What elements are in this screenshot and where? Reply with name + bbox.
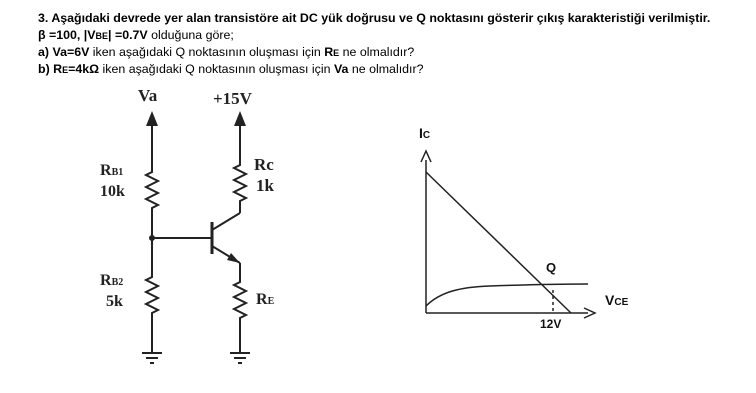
- va-label: Va: [138, 86, 158, 105]
- rb1-label: RB1: [100, 162, 124, 179]
- rb2-resistor: [146, 238, 158, 345]
- ic-axis-label: IC: [419, 125, 431, 141]
- vcc-label: +15V: [213, 89, 252, 108]
- rc-value: 1k: [256, 176, 274, 195]
- vce-axis-label: VCE: [605, 292, 629, 308]
- rb1-resistor: [146, 165, 158, 238]
- circuit-diagram: [142, 111, 250, 363]
- part-b-given: R: [53, 62, 63, 76]
- part-a-unknown: R: [324, 45, 334, 59]
- question-line-1: 3. Aşağıdaki devrede yer alan transistöre ait DC yük doğrusu ve Q noktasını gösterir çıkış karakteristiği verilmiştir.: [38, 11, 711, 25]
- rc-label: Rc: [254, 155, 274, 174]
- beta-vbe-text: β =100, |V: [38, 28, 96, 42]
- q-point-label: Q: [546, 260, 557, 275]
- ic-characteristic-curve: [426, 284, 588, 306]
- vbe-subscript: BE: [95, 31, 109, 41]
- vcc-arrow-icon: [234, 111, 246, 126]
- output-characteristic-graph: [421, 151, 595, 318]
- part-b-text-1: iken aşağıdaki Q noktasının oluşması için: [99, 62, 334, 76]
- given-rest-text: olduğuna göre;: [147, 28, 234, 42]
- ground-icon: [142, 345, 162, 363]
- part-a-given: Va=6V: [52, 45, 90, 59]
- npn-transistor: [212, 213, 240, 263]
- part-b-label: b): [38, 62, 50, 76]
- va-arrow-icon: [146, 111, 158, 126]
- ground-icon: [230, 345, 250, 363]
- part-a-text-1: iken aşağıdaki Q noktasının oluşması için: [89, 45, 325, 59]
- part-b-text-2: ne olmalıdır?: [348, 62, 424, 76]
- part-a-unknown-sub: E: [333, 48, 340, 58]
- part-b-unknown: Va: [333, 62, 349, 76]
- rb2-value: 5k: [106, 293, 123, 310]
- re-resistor: [234, 263, 246, 345]
- part-b-given-sub: E: [62, 65, 69, 75]
- part-a-label: a): [38, 45, 50, 59]
- part-b-given-value: =4kΩ: [68, 62, 100, 76]
- vbe-value: | =0.7V: [108, 28, 148, 42]
- re-label: RE: [256, 291, 275, 308]
- rb2-label: RB2: [100, 272, 124, 289]
- rc-resistor: [234, 160, 246, 213]
- vce-tick-12v: 12V: [540, 317, 562, 331]
- emitter-arrow-icon: [227, 253, 240, 263]
- part-a-text-2: ne olmalıdır?: [339, 45, 415, 59]
- rb1-value: 10k: [100, 183, 125, 200]
